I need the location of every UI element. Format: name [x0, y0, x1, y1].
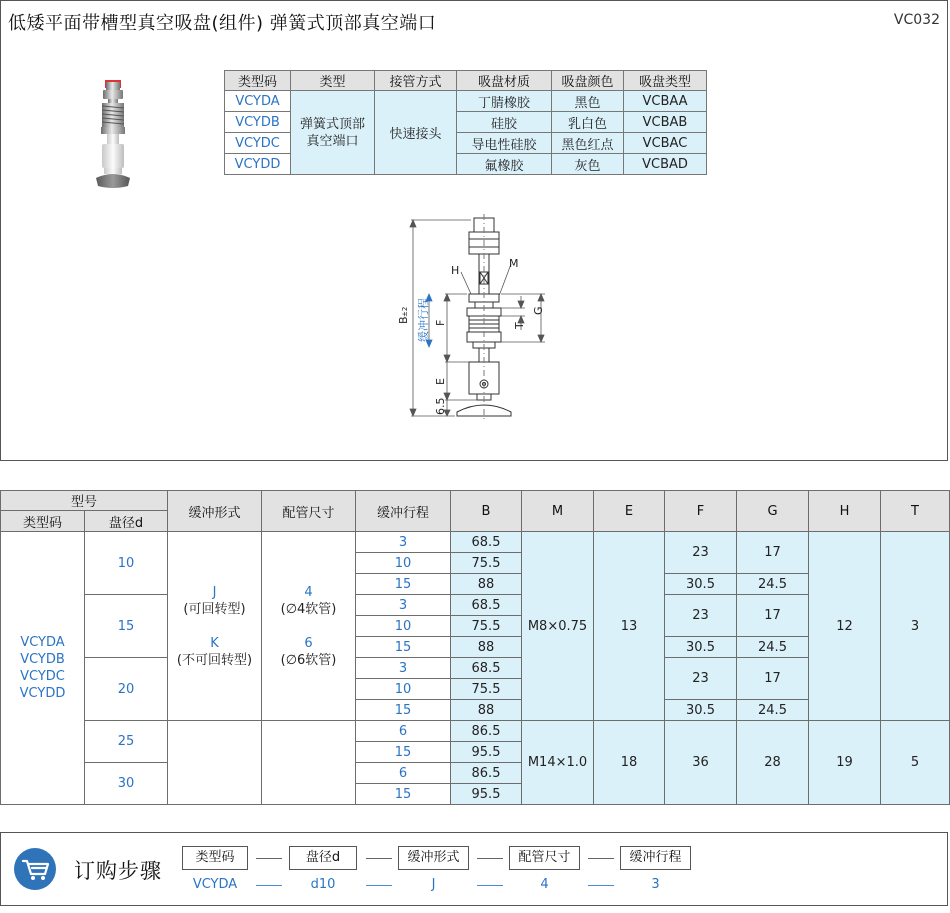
order-value-pipe-size: 4	[540, 877, 549, 892]
stroke-cell: 10	[356, 553, 451, 574]
value-connector	[366, 885, 392, 886]
dim-label-f: F	[434, 319, 447, 326]
header-stroke: 缓冲行程	[356, 491, 451, 532]
dimension-table	[0, 490, 950, 805]
order-value-buffer-type: J	[431, 877, 436, 892]
dim-label-h: H	[451, 264, 460, 277]
b-cell: 88	[451, 700, 522, 721]
spec-pad-type: VCBAA	[624, 91, 707, 112]
spec-color: 灰色	[552, 154, 624, 175]
b-cell: 88	[451, 574, 522, 595]
type-code: VCYDA	[20, 635, 65, 650]
order-value-stroke: 3	[651, 877, 660, 892]
spec-type-line2: 真空端口	[306, 133, 359, 149]
dim-label-e: E	[434, 378, 447, 385]
diameter-cell: 30	[85, 763, 168, 805]
dim-label-b: B	[397, 316, 410, 324]
order-step-type-code: 类型码	[182, 846, 248, 870]
buffer-type-cell-empty	[168, 721, 262, 805]
order-step-pipe-size: 配管尺寸	[509, 846, 580, 870]
b-cell: 88	[451, 637, 522, 658]
g-cell: 17	[737, 658, 809, 700]
stroke-cell: 3	[356, 532, 451, 553]
spec-pad-type: VCBAD	[624, 154, 707, 175]
value-connector	[256, 885, 282, 886]
header-h: H	[809, 491, 881, 532]
g-cell: 28	[737, 721, 809, 805]
stroke-cell: 15	[356, 637, 451, 658]
pipe-size-6-label: (∅6软管)	[280, 652, 337, 668]
g-cell: 24.5	[737, 574, 809, 595]
value-connector	[588, 885, 614, 886]
spec-type-line1: 弹簧式顶部	[299, 116, 365, 132]
pipe-size-6: 6	[304, 635, 313, 651]
stroke-cell: 15	[356, 574, 451, 595]
stroke-cell: 15	[356, 784, 451, 805]
step-connector	[256, 858, 282, 859]
spec-type-code: VCYDD	[225, 154, 291, 175]
b-cell: 68.5	[451, 658, 522, 679]
f-cell: 30.5	[665, 637, 737, 658]
f-cell: 30.5	[665, 574, 737, 595]
dim-label-stroke: 缓冲行程	[417, 298, 430, 342]
g-cell: 24.5	[737, 637, 809, 658]
dim-label-6-5: 6.5	[434, 397, 447, 415]
product-photo	[90, 78, 140, 194]
product-code: VC032	[893, 12, 940, 28]
m-cell: M8×0.75	[522, 532, 594, 721]
spec-type	[291, 91, 375, 175]
pipe-size-cell-empty	[262, 721, 356, 805]
h-cell: 12	[809, 532, 881, 721]
spec-header-type-code: 类型码	[225, 71, 291, 91]
step-connector	[477, 858, 503, 859]
diameter-cell: 10	[85, 532, 168, 595]
buffer-label-k: (不可回转型)	[176, 652, 253, 668]
spec-color: 乳白色	[552, 112, 624, 133]
page-title: 低矮平面带槽型真空吸盘(组件) 弹簧式顶部真空端口	[8, 13, 437, 34]
type-code-list	[1, 532, 85, 805]
order-step-buffer-type: 缓冲形式	[398, 846, 469, 870]
spec-connection: 快速接头	[375, 91, 457, 175]
f-cell: 23	[665, 595, 737, 637]
b-cell: 95.5	[451, 784, 522, 805]
spec-pad-type: VCBAB	[624, 112, 707, 133]
b-cell: 86.5	[451, 763, 522, 784]
diameter-cell: 15	[85, 595, 168, 658]
order-value-type-code: VCYDA	[192, 877, 238, 892]
e-cell: 18	[594, 721, 665, 805]
spec-header-material: 吸盘材质	[457, 71, 552, 91]
spec-table	[224, 70, 707, 175]
buffer-code-j: J	[212, 584, 217, 600]
g-cell: 17	[737, 532, 809, 574]
stroke-cell: 10	[356, 616, 451, 637]
stroke-cell: 15	[356, 742, 451, 763]
header-f: F	[665, 491, 737, 532]
b-cell: 75.5	[451, 616, 522, 637]
diameter-cell: 25	[85, 721, 168, 763]
spec-color: 黑色红点	[552, 133, 624, 154]
step-connector	[366, 858, 392, 859]
spec-type-code: VCYDB	[225, 112, 291, 133]
spec-color: 黑色	[552, 91, 624, 112]
t-cell: 3	[881, 532, 950, 721]
stroke-cell: 10	[356, 679, 451, 700]
f-cell: 23	[665, 658, 737, 700]
order-value-diameter: d10	[310, 877, 336, 892]
step-connector	[588, 858, 614, 859]
spec-material: 丁腈橡胶	[457, 91, 552, 112]
g-cell: 24.5	[737, 700, 809, 721]
header-model: 型号	[1, 491, 168, 511]
type-code: VCYDB	[20, 652, 65, 667]
f-cell: 30.5	[665, 700, 737, 721]
header-g: G	[737, 491, 809, 532]
spec-header-pad-type: 吸盘类型	[624, 71, 707, 91]
t-cell: 5	[881, 721, 950, 805]
shopping-cart-icon	[14, 848, 56, 890]
e-cell: 13	[594, 532, 665, 721]
dimension-drawing	[395, 212, 565, 427]
g-cell: 17	[737, 595, 809, 637]
dim-label-b-tolerance: ±2	[401, 306, 409, 317]
header-m: M	[522, 491, 594, 532]
h-cell: 19	[809, 721, 881, 805]
stroke-cell: 6	[356, 721, 451, 742]
f-cell: 36	[665, 721, 737, 805]
spec-type-code: VCYDC	[225, 133, 291, 154]
spec-header-type: 类型	[291, 71, 375, 91]
f-cell: 23	[665, 532, 737, 574]
b-cell: 75.5	[451, 553, 522, 574]
pipe-size-4-label: (∅4软管)	[280, 601, 337, 617]
header-e: E	[594, 491, 665, 532]
header-type-code: 类型码	[1, 511, 85, 532]
type-code: VCYDC	[20, 669, 65, 684]
order-title: 订购步骤	[74, 859, 162, 883]
m-cell: M14×1.0	[522, 721, 594, 805]
header-b: B	[451, 491, 522, 532]
spec-pad-type: VCBAC	[624, 133, 707, 154]
dim-label-t: T	[513, 322, 526, 329]
dim-label-m: M	[509, 257, 519, 270]
spec-material: 氟橡胶	[457, 154, 552, 175]
header-diameter: 盘径d	[85, 511, 168, 532]
order-step-stroke: 缓冲行程	[620, 846, 691, 870]
spec-header-connection: 接管方式	[375, 71, 457, 91]
spec-material: 导电性硅胶	[457, 133, 552, 154]
buffer-code-k: K	[210, 635, 219, 651]
b-cell: 68.5	[451, 595, 522, 616]
type-code: VCYDD	[19, 686, 66, 701]
pipe-size-cell	[262, 532, 356, 721]
buffer-type-cell	[168, 532, 262, 721]
pipe-size-4: 4	[304, 584, 313, 600]
b-cell: 75.5	[451, 679, 522, 700]
value-connector	[477, 885, 503, 886]
header-pipe-size: 配管尺寸	[262, 491, 356, 532]
b-cell: 86.5	[451, 721, 522, 742]
header-buffer-type: 缓冲形式	[168, 491, 262, 532]
spec-material: 硅胶	[457, 112, 552, 133]
stroke-cell: 3	[356, 595, 451, 616]
header-t: T	[881, 491, 950, 532]
spec-type-code: VCYDA	[225, 91, 291, 112]
diameter-cell: 20	[85, 658, 168, 721]
buffer-label-j: (可回转型)	[183, 601, 246, 617]
b-cell: 68.5	[451, 532, 522, 553]
spec-header-color: 吸盘颜色	[552, 71, 624, 91]
order-step-diameter: 盘径d	[289, 846, 357, 870]
b-cell: 95.5	[451, 742, 522, 763]
stroke-cell: 15	[356, 700, 451, 721]
stroke-cell: 6	[356, 763, 451, 784]
stroke-cell: 3	[356, 658, 451, 679]
dim-label-g: G	[532, 306, 545, 315]
